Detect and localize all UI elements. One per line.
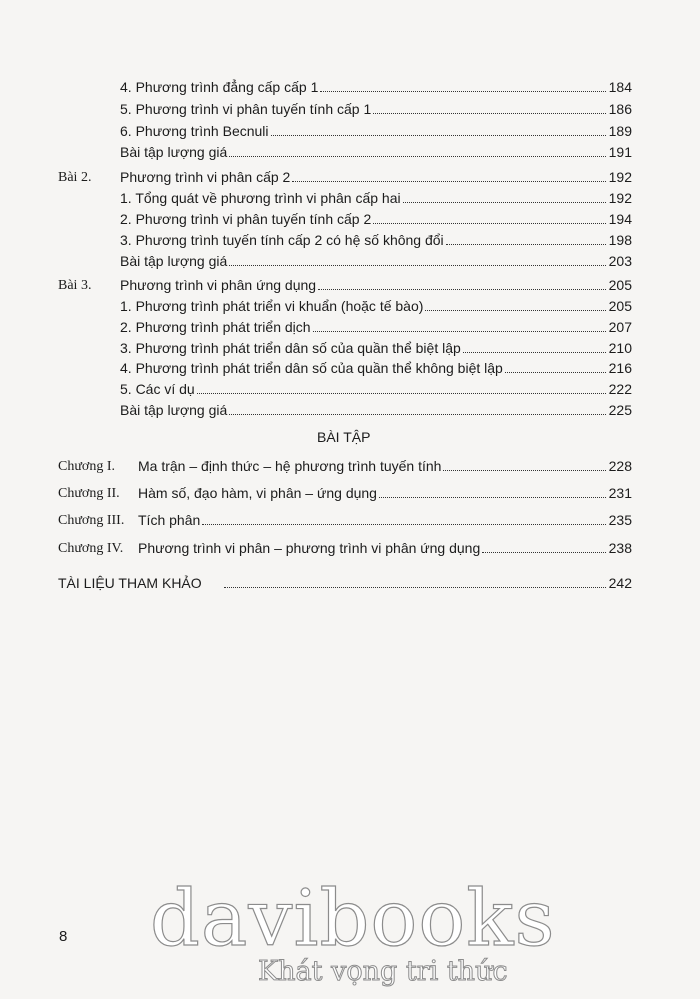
- toc-entry[interactable]: [120, 276, 632, 294]
- dot-leader: [271, 135, 606, 136]
- toc-entry[interactable]: [120, 359, 632, 377]
- toc-entry-page: 216: [608, 360, 632, 376]
- chapter-label: Chương II.: [58, 486, 120, 501]
- exercises-heading: BÀI TẬP: [317, 429, 371, 445]
- toc-entry[interactable]: [120, 143, 632, 161]
- toc-entry[interactable]: [138, 511, 632, 529]
- dot-leader: [443, 470, 605, 471]
- dot-leader: [373, 113, 605, 114]
- toc-entry-title: 5. Các ví dụ: [120, 381, 195, 397]
- toc-entry-page: 192: [608, 190, 632, 206]
- toc-entry[interactable]: [138, 484, 632, 502]
- toc-entry-page: 238: [608, 540, 632, 556]
- toc-entry[interactable]: [120, 168, 632, 186]
- dot-leader: [224, 587, 606, 588]
- dot-leader: [482, 552, 605, 553]
- watermark-slogan: Khát vọng tri thức: [258, 956, 508, 987]
- references-title: TÀI LIỆU THAM KHẢO: [58, 575, 202, 591]
- toc-entry-page: 205: [608, 298, 632, 314]
- toc-entry[interactable]: [120, 210, 632, 228]
- page-number: 8: [59, 928, 68, 945]
- toc-entry-page: 184: [608, 79, 632, 95]
- toc-entry-title: 2. Phương trình vi phân tuyến tính cấp 2: [120, 211, 372, 227]
- dot-leader: [505, 372, 606, 373]
- toc-entry-page: 225: [608, 402, 632, 418]
- toc-entry-title: 5. Phương trình vi phân tuyến tính cấp 1: [120, 101, 372, 117]
- toc-entry[interactable]: [120, 189, 632, 207]
- chapter-label: Chương III.: [58, 513, 125, 528]
- toc-entry-page: 191: [608, 144, 632, 160]
- lesson-label: Bài 3.: [58, 278, 92, 293]
- toc-entry-page: 205: [608, 277, 632, 293]
- dot-leader: [229, 414, 605, 415]
- toc-entry-page: 210: [608, 340, 632, 356]
- toc-entry-title: 1. Phương trình phát triển vi khuẩn (hoặc tế bào): [120, 298, 424, 314]
- toc-entry[interactable]: [138, 457, 632, 475]
- toc-entry-title: Bài tập lượng giá: [120, 253, 228, 269]
- dot-leader: [463, 352, 606, 353]
- toc-entry-page: 203: [608, 253, 632, 269]
- toc-entry-page: 228: [608, 458, 632, 474]
- dot-leader: [379, 497, 606, 498]
- toc-entry-title: 4. Phương trình đẳng cấp cấp 1: [120, 79, 319, 95]
- toc-entry-title: Phương trình vi phân – phương trình vi phân ứng dụng: [138, 540, 481, 556]
- toc-entry-page: 198: [608, 232, 632, 248]
- references-page: 242: [608, 575, 632, 591]
- toc-entry-page: 189: [608, 123, 632, 139]
- toc-entry-title: 2. Phương trình phát triển dịch: [120, 319, 311, 335]
- toc-entry-page: 231: [608, 485, 632, 501]
- toc-entry-page: 235: [608, 512, 632, 528]
- dot-leader: [320, 91, 605, 92]
- dot-leader: [202, 524, 605, 525]
- toc-entry-title: Phương trình vi phân ứng dụng: [120, 277, 317, 293]
- toc-entry[interactable]: [120, 297, 632, 315]
- toc-entry[interactable]: [120, 252, 632, 270]
- toc-entry-title: Phương trình vi phân cấp 2: [120, 169, 291, 185]
- toc-entry-title: Tích phân: [138, 512, 201, 528]
- dot-leader: [373, 223, 605, 224]
- toc-entry-title: 1. Tổng quát về phương trình vi phân cấp hai: [120, 190, 401, 206]
- dot-leader: [197, 393, 606, 394]
- dot-leader: [403, 202, 606, 203]
- toc-entry[interactable]: [120, 318, 632, 336]
- toc-entry-page: 207: [608, 319, 632, 335]
- toc-entry-title: 4. Phương trình phát triển dân số của quần thể không biệt lập: [120, 360, 503, 376]
- toc-entry[interactable]: [120, 380, 632, 398]
- dot-leader: [425, 310, 605, 311]
- chapter-label: Chương IV.: [58, 541, 124, 556]
- toc-entry-title: Ma trận – định thức – hệ phương trình tuyến tính: [138, 458, 442, 474]
- toc-entry-title: 6. Phương trình Becnuli: [120, 123, 269, 139]
- toc-entry[interactable]: [120, 122, 632, 140]
- dot-leader: [318, 289, 606, 290]
- toc-entry-title: Hàm số, đạo hàm, vi phân – ứng dụng: [138, 485, 377, 501]
- toc-entry[interactable]: [120, 78, 632, 96]
- toc-entry-page: 194: [608, 211, 632, 227]
- toc-entry-page: 192: [608, 169, 632, 185]
- watermark-brand: davibooks: [150, 874, 556, 964]
- references-entry[interactable]: [58, 574, 632, 592]
- toc-entry[interactable]: [120, 401, 632, 419]
- toc-entry[interactable]: [120, 339, 632, 357]
- toc-entry[interactable]: [120, 231, 632, 249]
- dot-leader: [446, 244, 606, 245]
- toc-entry-title: Bài tập lượng giá: [120, 144, 228, 160]
- toc-entry-page: 186: [608, 101, 632, 117]
- dot-leader: [313, 331, 606, 332]
- toc-entry[interactable]: [138, 539, 632, 557]
- toc-entry-title: 3. Phương trình tuyến tính cấp 2 có hệ số không đổi: [120, 232, 444, 248]
- dot-leader: [229, 265, 605, 266]
- dot-leader: [229, 156, 605, 157]
- toc-entry-page: 222: [608, 381, 632, 397]
- chapter-label: Chương I.: [58, 459, 115, 474]
- lesson-label: Bài 2.: [58, 170, 92, 185]
- toc-entry-title: 3. Phương trình phát triển dân số của quần thể biệt lập: [120, 340, 461, 356]
- toc-entry[interactable]: [120, 100, 632, 118]
- dot-leader: [292, 181, 605, 182]
- toc-entry-title: Bài tập lượng giá: [120, 402, 228, 418]
